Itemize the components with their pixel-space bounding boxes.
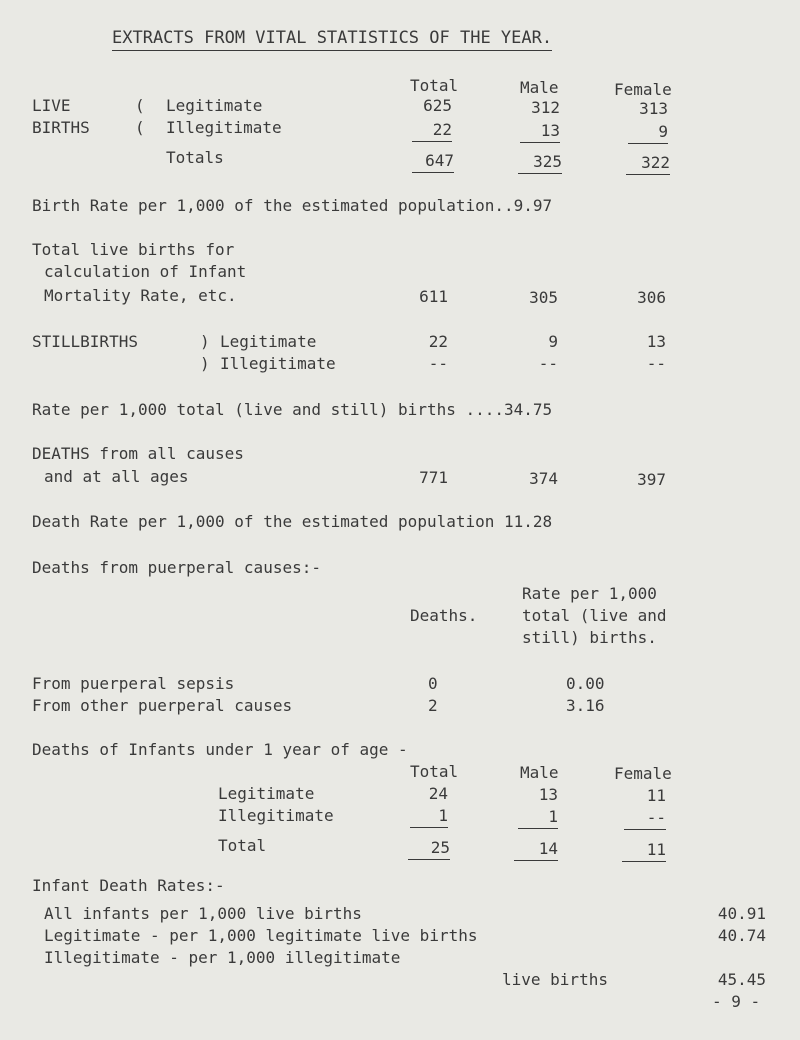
stillbirths-row-female: --	[646, 354, 666, 373]
stillbirths-row-male: 9	[548, 332, 558, 351]
infant-header-female: Female	[614, 764, 672, 783]
stillbirths-row-total: 22	[428, 332, 448, 351]
stillbirths-row-label: Illegitimate	[220, 354, 336, 373]
imr-line-2: calculation of Infant	[44, 262, 247, 281]
live-label-2: BIRTHS	[32, 118, 90, 137]
stillbirths-bracket: )	[200, 354, 210, 373]
infant-row-female: 11	[646, 786, 666, 805]
puerperal-row-deaths: 2	[428, 696, 438, 715]
live-bracket-2: (	[135, 118, 145, 137]
infant-header-total: Total	[410, 762, 459, 781]
stillbirths-bracket: )	[200, 332, 210, 351]
live-row-label: Legitimate	[166, 96, 263, 115]
infant-row-total: 24	[428, 784, 448, 803]
infant-row-male: 1	[518, 807, 558, 829]
infant-deaths-heading: Deaths of Infants under 1 year of age -	[32, 740, 408, 759]
infant-rates-all-value: 40.91	[717, 904, 766, 923]
infant-rates-legit-label: Legitimate - per 1,000 legitimate live births	[44, 926, 478, 945]
live-totals-male: 325	[518, 152, 562, 174]
infant-total-female: 11	[622, 840, 666, 862]
infant-row-female: --	[624, 808, 666, 830]
stillbirths-label: STILLBIRTHS	[32, 332, 138, 351]
header-total: Total	[410, 76, 459, 95]
still-rate: Rate per 1,000 total (live and still) births ....34.75	[32, 400, 553, 419]
deaths-female: 397	[637, 470, 666, 489]
live-row-female: 313	[639, 99, 668, 118]
live-row-male: 312	[531, 98, 560, 117]
live-row-label: Illegitimate	[166, 118, 282, 137]
imr-male: 305	[529, 288, 558, 307]
infant-rates-legit-value: 40.74	[717, 926, 766, 945]
live-totals-label: Totals	[166, 148, 224, 167]
infant-total-total: 25	[408, 838, 450, 860]
birth-rate: Birth Rate per 1,000 of the estimated population..9.97	[32, 196, 553, 215]
deaths-total: 771	[419, 468, 448, 487]
live-row-total: 22	[412, 120, 452, 142]
stillbirths-row-label: Legitimate	[220, 332, 317, 351]
live-totals-female: 322	[626, 153, 670, 175]
live-row-male: 13	[520, 121, 560, 143]
imr-female: 306	[637, 288, 666, 307]
imr-line-1: Total live births for	[32, 240, 235, 259]
deaths-line-2: and at all ages	[44, 467, 189, 486]
puerperal-heading: Deaths from puerperal causes:-	[32, 558, 321, 577]
infant-rates-all-label: All infants per 1,000 live births	[44, 904, 362, 923]
deaths-male: 374	[529, 469, 558, 488]
puerperal-row-rate: 3.16	[566, 696, 605, 715]
stillbirths-row-male: --	[538, 354, 558, 373]
live-totals-total: 647	[412, 151, 454, 173]
live-bracket-1: (	[135, 96, 145, 115]
infant-total-male: 14	[514, 839, 558, 861]
infant-header-male: Male	[520, 763, 559, 782]
stillbirths-row-female: 13	[646, 332, 666, 351]
infant-row-label: Illegitimate	[218, 806, 334, 825]
infant-rates-illegit-label-2: live births	[502, 970, 608, 989]
puerperal-row-label: From other puerperal causes	[32, 696, 293, 715]
infant-row-total: 1	[410, 806, 448, 828]
puerperal-rate-header-3: still) births.	[522, 628, 657, 647]
death-rate: Death Rate per 1,000 of the estimated population 11.28	[32, 512, 553, 531]
imr-total: 611	[419, 287, 448, 306]
header-male: Male	[520, 78, 559, 97]
infant-rates-illegit-label-1: Illegitimate - per 1,000 illegitimate	[44, 948, 401, 967]
puerperal-rate-header-1: Rate per 1,000	[522, 584, 657, 603]
infant-total-label: Total	[218, 836, 267, 855]
infant-row-label: Legitimate	[218, 784, 315, 803]
stillbirths-row-total: --	[428, 354, 448, 373]
puerperal-row-deaths: 0	[428, 674, 438, 693]
imr-line-3: Mortality Rate, etc.	[44, 286, 237, 305]
live-label-1: LIVE	[32, 96, 71, 115]
puerperal-deaths-header: Deaths.	[410, 606, 478, 625]
header-female: Female	[614, 80, 672, 99]
puerperal-rate-header-2: total (live and	[522, 606, 667, 625]
page-number: - 9 -	[712, 992, 761, 1011]
infant-row-male: 13	[538, 785, 558, 804]
infant-rates-heading: Infant Death Rates:-	[32, 876, 225, 895]
deaths-line-1: DEATHS from all causes	[32, 444, 244, 463]
puerperal-row-label: From puerperal sepsis	[32, 674, 235, 693]
page-title: EXTRACTS FROM VITAL STATISTICS OF THE YEAR.	[112, 28, 552, 51]
live-row-female: 9	[628, 122, 668, 144]
infant-rates-illegit-value: 45.45	[717, 970, 766, 989]
puerperal-row-rate: 0.00	[566, 674, 605, 693]
live-row-total: 625	[423, 96, 452, 115]
